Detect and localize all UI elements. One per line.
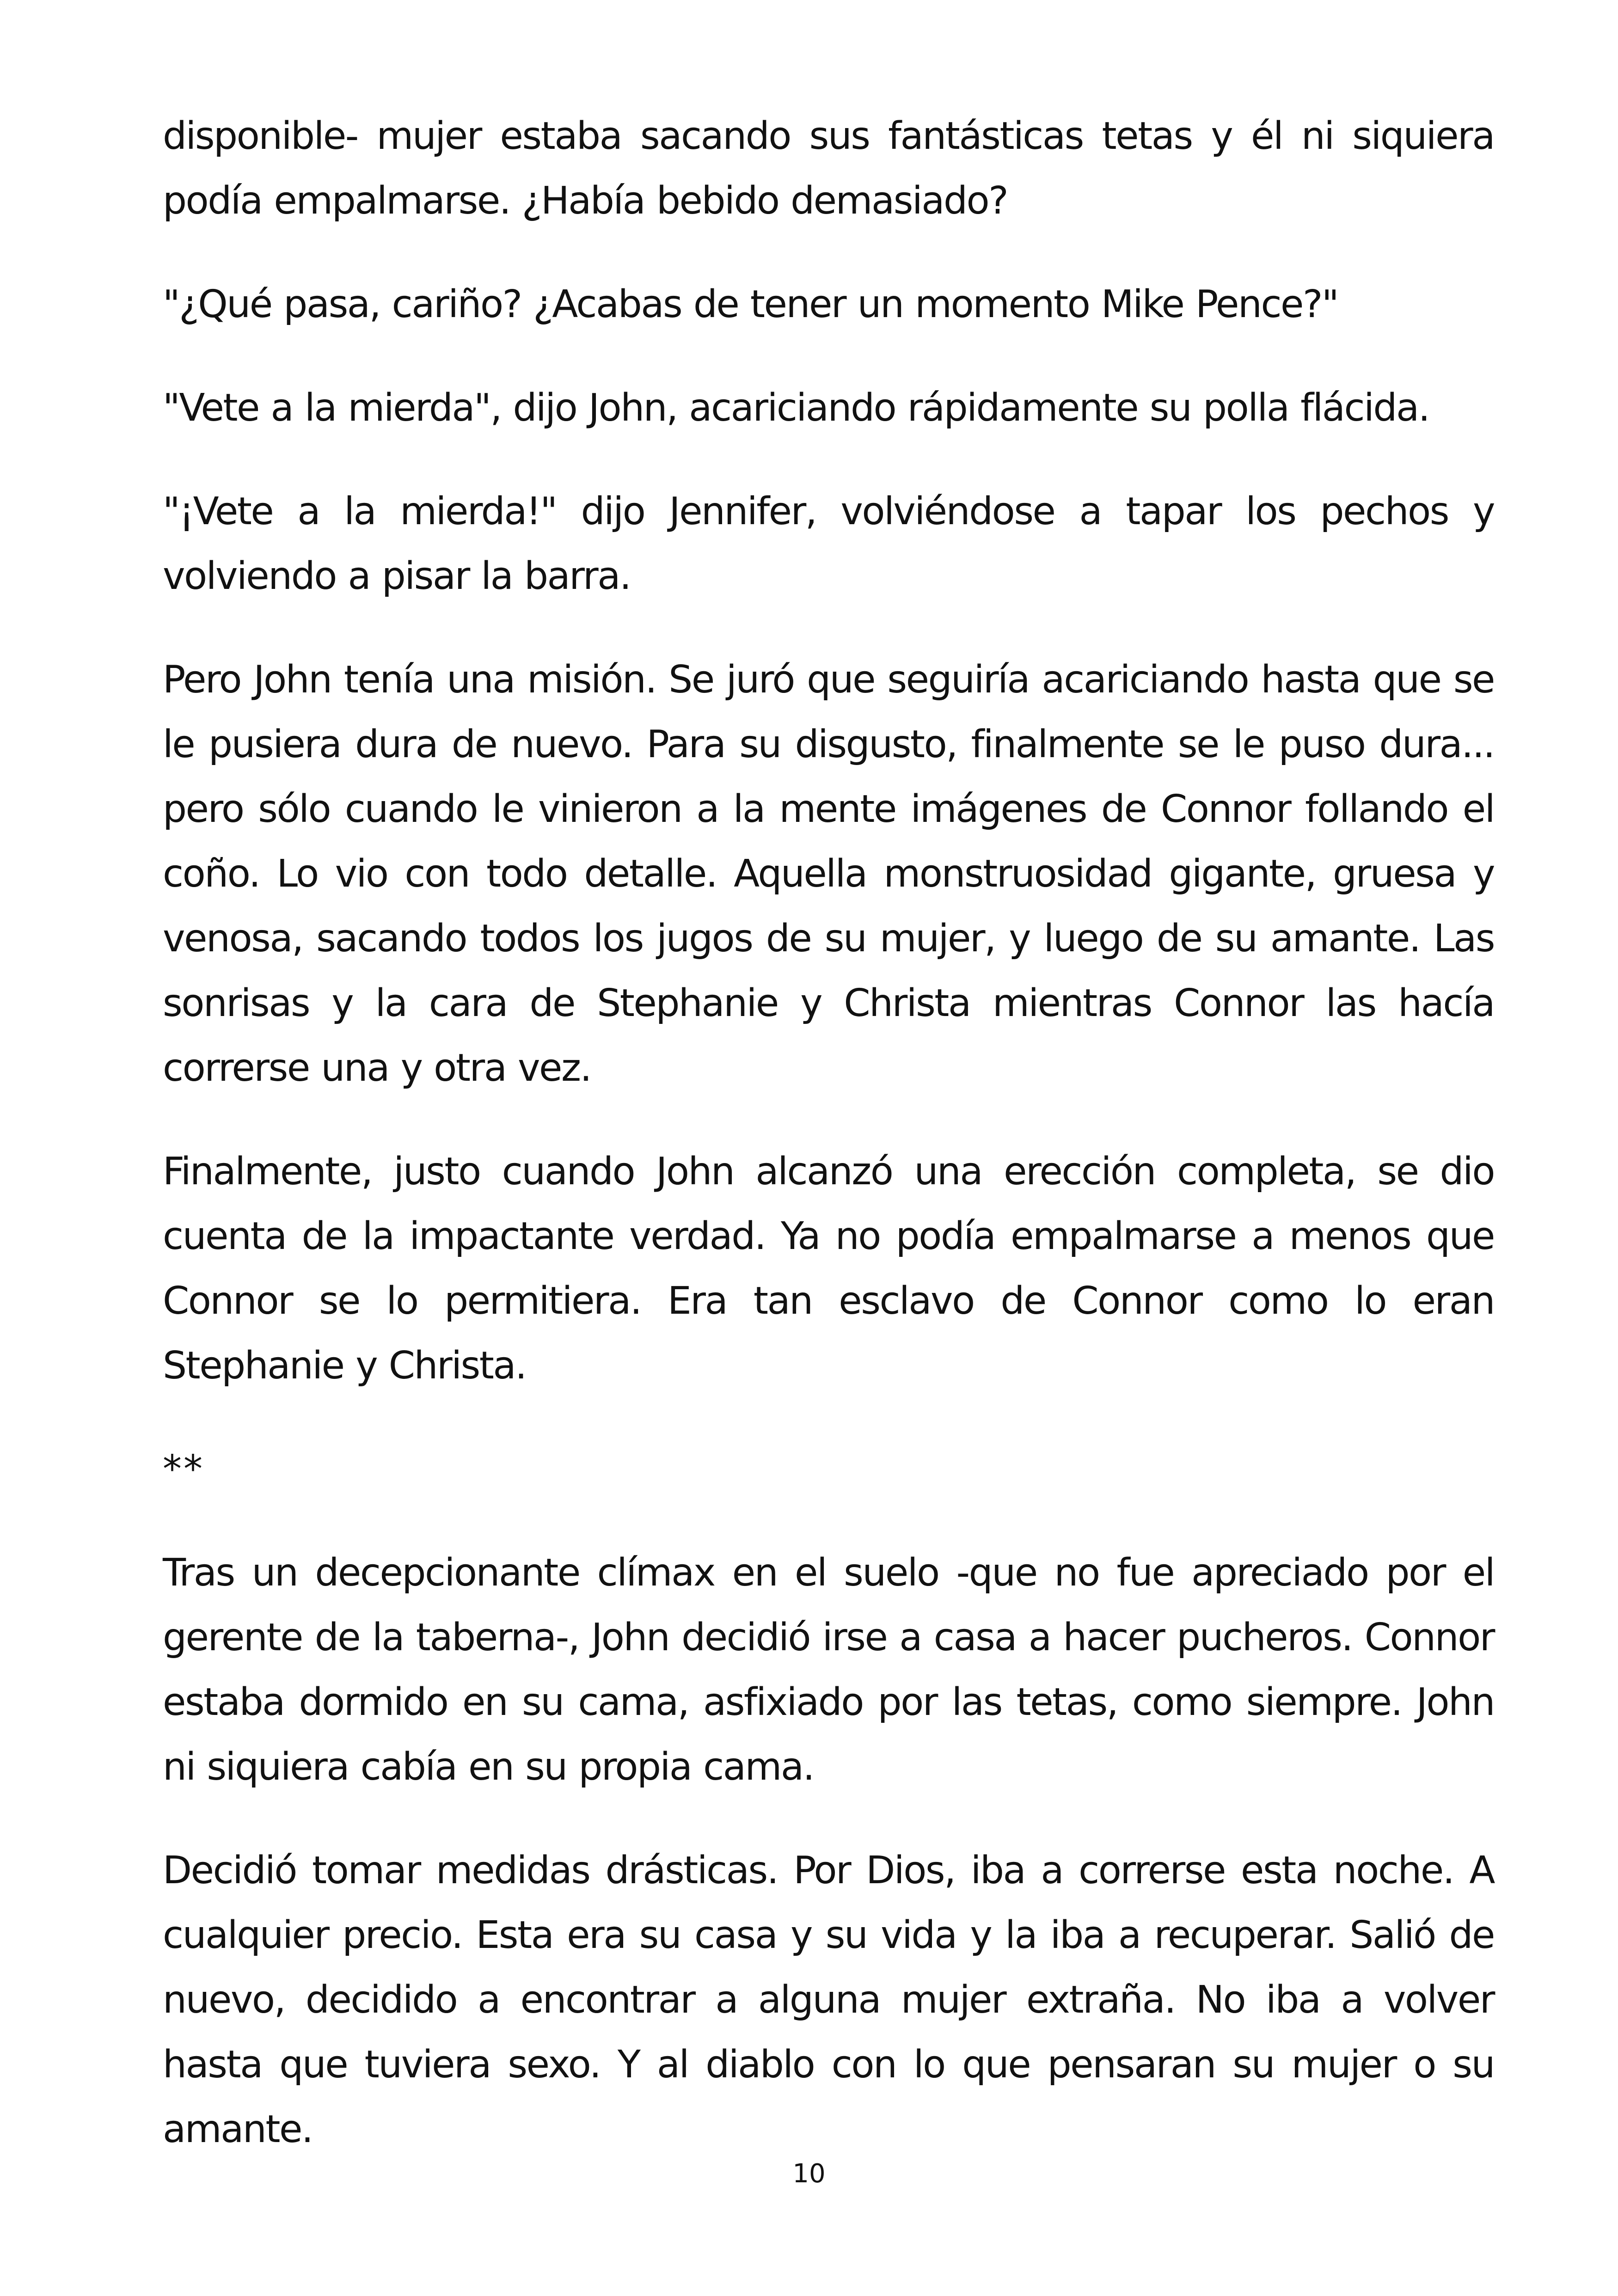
paragraph: Decidió tomar medidas drásticas. Por Dios, iba a correrse esta noche. A cualquier precio. Esta era su casa y su vida y la iba a recuperar. Salió de nuevo, decidido a encontrar a alguna mujer extraña. No iba a volver hasta que tuviera sexo. Y al diablo con lo que pensaran su mujer o su amante. — [163, 1849, 1494, 2151]
paragraph: Finalmente, justo cuando John alcanzó una erección completa, se dio cuenta de la impactante verdad. Ya no podía empalmarse a menos que Connor se lo permitiera. Era tan esclavo de Connor como lo eran Stephanie y Christa. — [163, 1150, 1494, 1388]
paragraph: "Vete a la mierda", dijo John, acariciando rápidamente su polla flácida. — [163, 386, 1429, 430]
paragraph: Pero John tenía una misión. Se juró que seguiría acariciando hasta que se le pusiera dura de nuevo. Para su disgusto, finalmente se le puso dura... pero sólo cuando le vinieron a la mente imágenes de Connor follando el coño. Lo vio con todo detalle. Aquella monstruosidad gigante, gruesa y venosa, sacando todos los jugos de su mujer, y luego de su amante. Las sonrisas y la cara de Stephanie y Christa mientras Connor las hacía correrse una y otra vez. — [163, 658, 1494, 1090]
body-text — [163, 104, 1494, 2162]
page-number: 10 — [792, 2159, 826, 2189]
section-separator: ** — [163, 1447, 204, 1491]
paragraph: "¡Vete a la mierda!" dijo Jennifer, volviéndose a tapar los pechos y volviendo a pisar la barra. — [163, 490, 1494, 598]
paragraph: "¿Qué pasa, cariño? ¿Acabas de tener un momento Mike Pence?" — [163, 282, 1338, 326]
paragraph: Tras un decepcionante clímax en el suelo -que no fue apreciado por el gerente de la taberna-, John decidió irse a casa a hacer pucheros. Connor estaba dormido en su cama, asfixiado por las tetas, como siempre. John ni siquiera cabía en su propia cama. — [163, 1551, 1494, 1789]
paragraph: disponible- mujer estaba sacando sus fantásticas tetas y él ni siquiera podía empalmarse. ¿Había bebido demasiado? — [163, 114, 1494, 223]
